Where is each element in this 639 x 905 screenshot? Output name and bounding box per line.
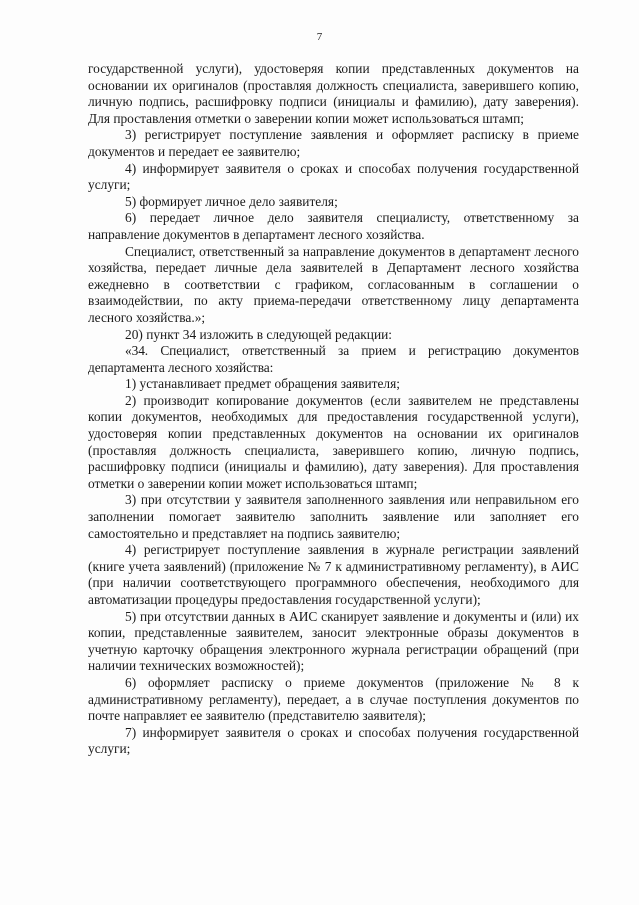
paragraph-34-item-6: 6) оформляет расписку о приеме документов (приложение № 8 к административному регламенту), передает, а в случае поступления документов по почте направляет ее заявителю (представителю заявителя);: [88, 674, 579, 724]
paragraph-34-item-2: 2) производит копирование документов (если заявителем не представлены копии документов, необходимых для предоставления государственной услуги), удостоверяя копии представленных документов на основании их оригиналов (проставляя должность специалиста, заверившего копию, личную подпись, расшифровку подписи (инициалы и фамилию), дату заверения). Для проставления отметки о заверении копии может использоваться штамп;: [88, 392, 579, 491]
paragraph-item-6: 6) передает личное дело заявителя специалисту, ответственному за направление документов в департамент лесного хозяйства.: [88, 210, 579, 242]
paragraph-34-item-4: 4) регистрирует поступление заявления в журнале регистрации заявлений (книге учета заявлений) (приложение № 7 к административному регламенту), в АИС (при наличии соответствующего программного обеспечения, необходимого для автоматизации процедуры предоставления государственной услуги);: [88, 542, 579, 607]
document-body: [88, 61, 579, 758]
paragraph-34-item-1: 1) устанавливает предмет обращения заявителя;: [125, 376, 400, 392]
paragraph-34-item-7: 7) информирует заявителя о сроках и способах получения государственной услуги;: [88, 724, 579, 757]
paragraph-item-5: 5) формирует личное дело заявителя;: [125, 193, 338, 209]
paragraph-item-3: 3) регистрирует поступление заявления и оформляет расписку в приеме документов и передает ее заявителю;: [88, 127, 579, 159]
paragraph-specialist: Специалист, ответственный за направление документов в департамент лесного хозяйства, передает личные дела заявителей в Департамент лесного хозяйства ежедневно в соответствии с графиком, согласованным в соглашении о взаимодействии, по акту приема-передачи ответственному лицу департамента лесного хозяйства.»;: [88, 243, 579, 325]
paragraph-34-item-5: 5) при отсутствии данных в АИС сканирует заявление и документы и (или) их копии, представленные заявителем, заносит электронные образы документов в учетную карточку обращения электронного журнала регистрации обращений (при наличии технических возможностей);: [88, 608, 579, 674]
paragraph-amendment-20: 20) пункт 34 изложить в следующей редакции:: [125, 326, 393, 342]
page-number: 7: [316, 31, 323, 43]
paragraph-item-4: 4) информирует заявителя о сроках и способах получения государственной услуги;: [88, 160, 579, 193]
paragraph-34-item-3: 3) при отсутствии у заявителя заполненного заявления или неправильном его заполнении помогает заявителю заполнить заявление или заполняет его самостоятельно и представляет на подпись заявителю;: [88, 492, 579, 541]
paragraph-continuation: государственной услуги), удостоверяя копии представленных документов на основании их оригиналов (проставляя должность специалиста, заверившего копию, личную подпись, расшифровку подписи (инициалы и фамилию), дату заверения). Для проставления отметки о заверении копии может использоваться штамп;: [88, 61, 579, 126]
paragraph-point-34: «34. Специалист, ответственный за прием и регистрацию документов департамента лесного хозяйства:: [88, 343, 579, 375]
